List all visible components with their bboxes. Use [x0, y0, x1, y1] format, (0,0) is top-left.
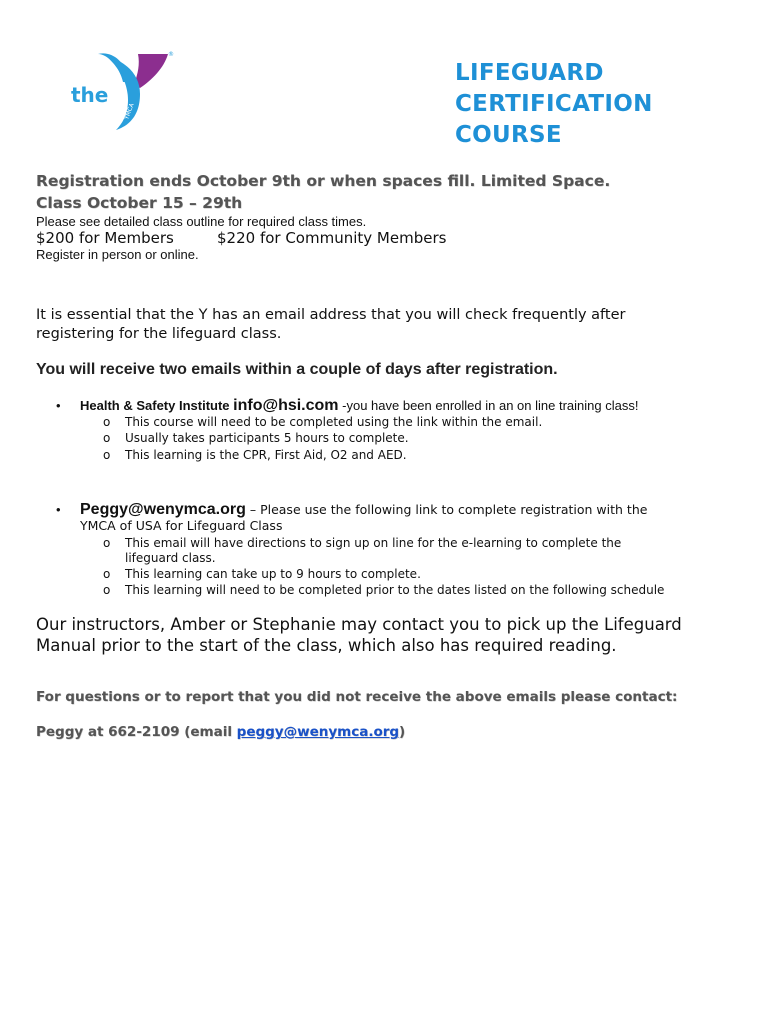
instructors-note: Our instructors, Amber or Stephanie may contact you to pick up the Lifeguard Manual prior to the start of the class, which also has required reading.	[36, 615, 682, 655]
hsi-email[interactable]: info@hsi.com	[233, 397, 339, 414]
contact-suffix: )	[399, 724, 406, 740]
two-emails-heading: You will receive two emails within a couple of days after registration.	[36, 361, 558, 378]
title-line-3: COURSE	[455, 122, 562, 148]
registration-deadline: Registration ends October 9th or when spaces fill. Limited Space.	[36, 172, 611, 190]
contact-email-link[interactable]: peggy@wenymca.org	[236, 724, 400, 740]
logo-name: YMCA	[123, 102, 136, 121]
email-requirement-text: It is essential that the Y has an email address that you will check frequently after registering for the lifeguard class.	[36, 307, 626, 342]
logo-registered-mark: ®	[168, 51, 174, 58]
peggy-email[interactable]: Peggy@wenymca.org	[80, 501, 246, 518]
ymca-logo	[68, 50, 173, 132]
class-dates: Class October 15 – 29th	[36, 194, 243, 212]
peggy-item: o This email will have directions to sign up on line for the e-learning to complete the	[103, 536, 622, 550]
register-note: Register in person or online.	[36, 247, 199, 262]
bullet-hsi	[56, 397, 638, 415]
peggy-item: o This learning can take up to 9 hours to complete.	[103, 567, 421, 581]
contact-line	[36, 724, 405, 740]
price-members: $200 for Members	[36, 229, 174, 247]
bullet-icon: •	[56, 502, 61, 517]
page-title	[455, 58, 745, 151]
hsi-item: o This course will need to be completed using the link within the email.	[103, 415, 543, 429]
peggy-item: o This learning will need to be completed prior to the dates listed on the following schedule	[103, 583, 665, 597]
hsi-text: -you have been enrolled in an on line training class!	[338, 398, 639, 413]
prices	[36, 229, 447, 247]
bullet-peggy	[56, 502, 696, 534]
logo-wordmark: the	[71, 83, 109, 107]
hsi-item: o Usually takes participants 5 hours to complete.	[103, 431, 409, 445]
peggy-text: – Please use the following link to complete registration with the	[245, 502, 648, 517]
peggy-item-continued: lifeguard class.	[125, 551, 216, 565]
questions-note: For questions or to report that you did not receive the above emails please contact:	[36, 689, 678, 705]
title-line-2: CERTIFICATION	[455, 91, 653, 117]
title-line-1: LIFEGUARD	[455, 60, 604, 86]
peggy-text-continued: YMCA of USA for Lifeguard Class	[80, 518, 283, 533]
hsi-item: o This learning is the CPR, First Aid, O2 and AED.	[103, 448, 407, 462]
class-outline-note: Please see detailed class outline for required class times.	[36, 214, 367, 229]
hsi-org: Health & Safety Institute	[80, 398, 234, 413]
contact-prefix: Peggy at 662-2109 (email	[36, 724, 237, 740]
bullet-icon: •	[56, 398, 61, 413]
price-community: $220 for Community Members	[217, 229, 447, 247]
